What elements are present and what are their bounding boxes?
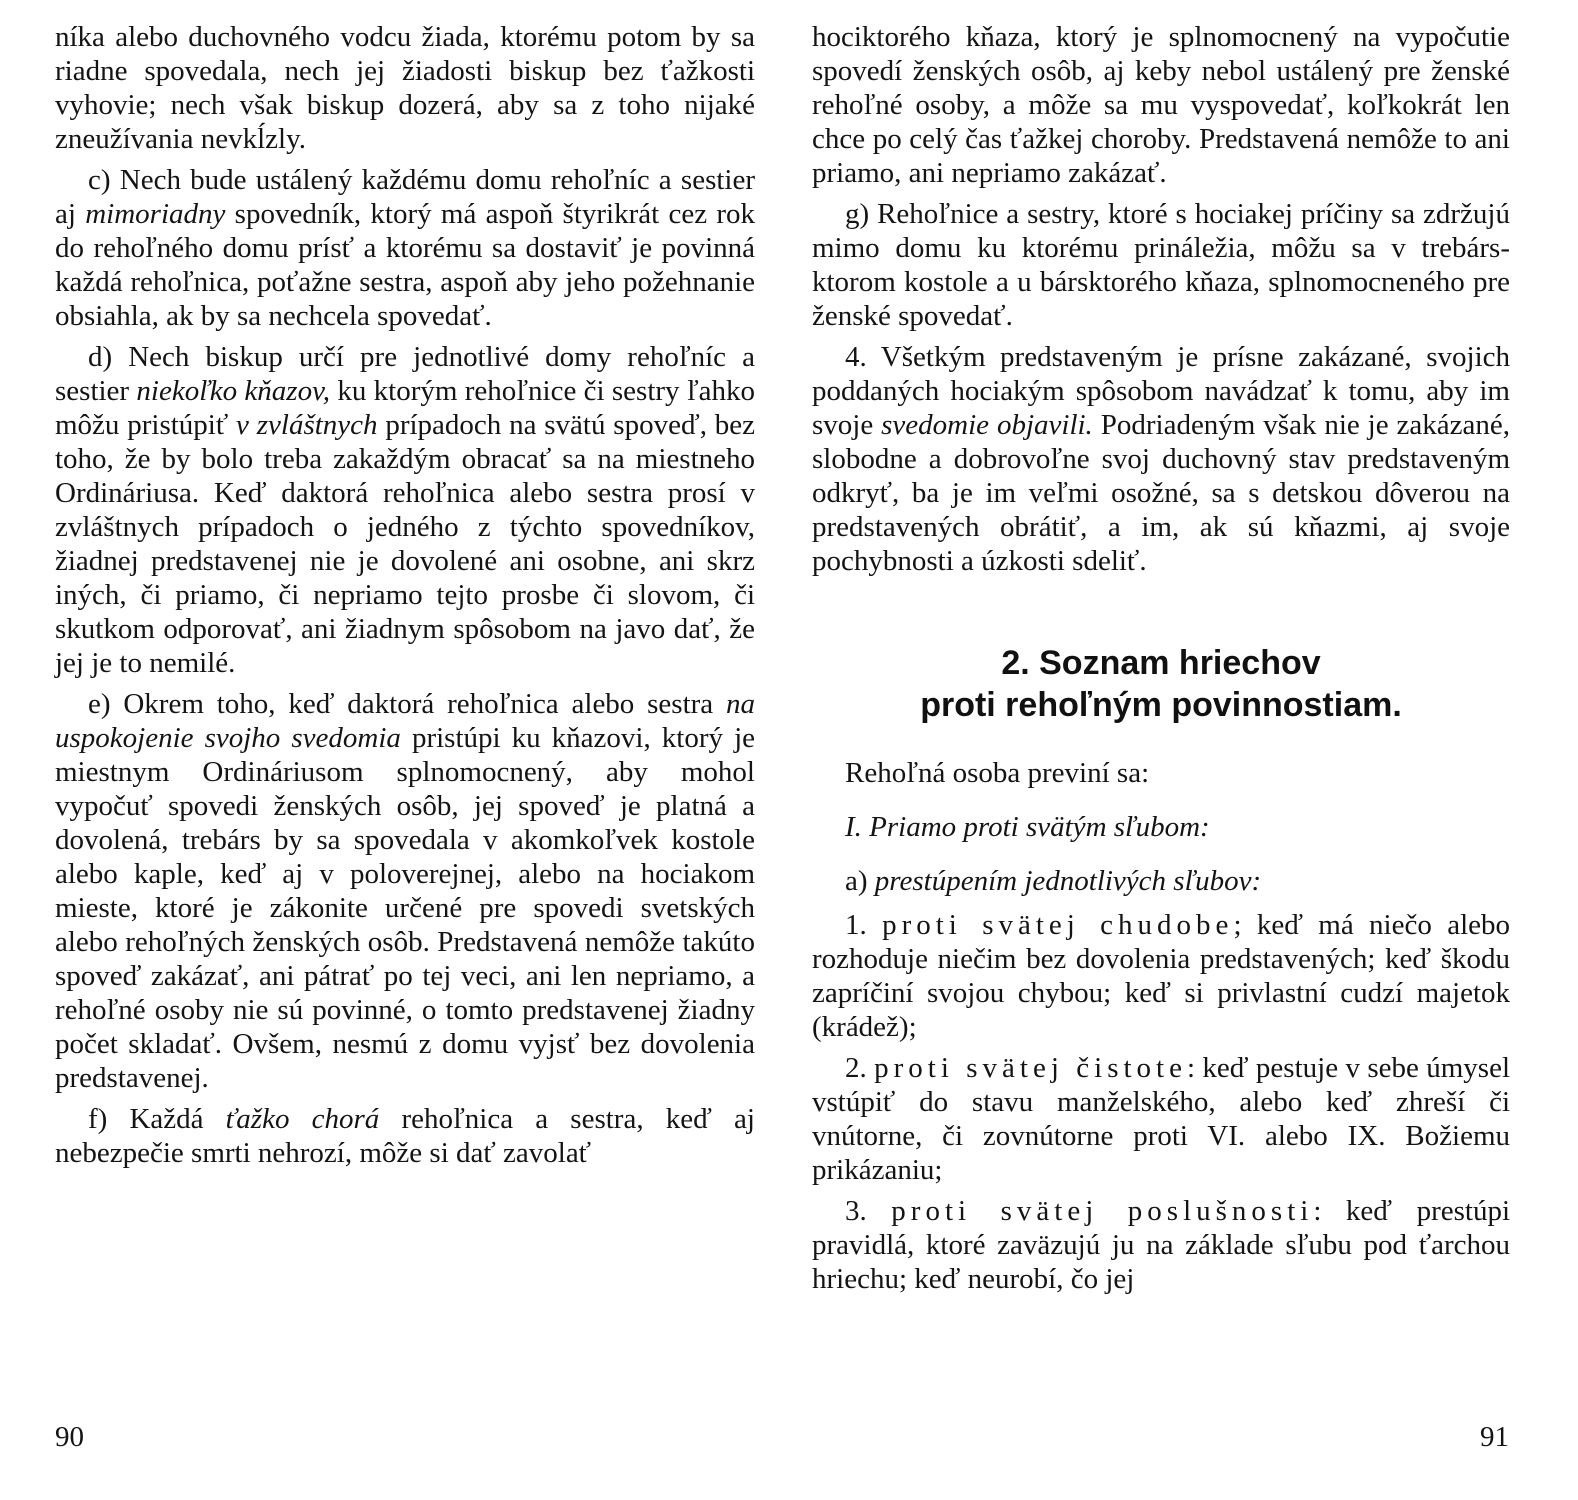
paragraph-g: g) Rehoľnice a sestry, ktoré s hociakej príčiny sa zdržujú mimo domu ku ktorému prináležia, môžu sa v trebársktorom kostole a u bársktorého kňaza, splnomocneného pre ženské spovedať.: [812, 198, 1510, 332]
left-page: [55, 20, 755, 1177]
heading-line-2: proti rehoľným povinnostiam.: [920, 686, 1402, 724]
list-item-1: [812, 908, 1510, 1044]
emphasis: na uspokojenie svojho svedomia: [55, 688, 755, 754]
spaced-heading: proti svätej čistote: [874, 1052, 1187, 1084]
right-page: [812, 20, 1510, 1303]
item-number: 3.: [845, 1195, 892, 1227]
subsection-a: [812, 864, 1510, 898]
page-number-left: 90: [55, 1421, 84, 1453]
text: Podriadeným však nie je zakázané, slobodne a dobrovoľne svoj duchovný stav predstaveným odkryť, ba je im veľmi osožné, sa s detskou dôverou na predstavených obrátiť, a im, ak sú kňazmi, aj svoje pochybnosti a úzkosti sdeliť.: [812, 409, 1511, 577]
text: e) Okrem toho, keď daktorá rehoľnica alebo sestra: [88, 688, 726, 720]
text: rehoľnica a sestra, keď aj nebezpečie smrti nehrozí, môže si dať zavolať: [55, 1103, 755, 1169]
emphasis: v zvláštnych: [236, 409, 378, 441]
list-item-3: [812, 1194, 1510, 1296]
emphasis: ťažko chorá: [225, 1103, 380, 1135]
section-heading: [812, 642, 1510, 726]
paragraph-f: [55, 1102, 755, 1170]
paragraph-d: [55, 340, 755, 680]
text: c) Nech bude ustálený každému domu rehoľníc a sestier aj: [55, 164, 755, 230]
heading-line-1: 2. Soznam hriechov: [1001, 644, 1321, 682]
text: 4. Všetkým predstaveným je prísne zakázané, svojich poddaných hociakým spôsobom navádzať k tomu, aby im svoje: [812, 341, 1510, 441]
page-number-right: 91: [1480, 1421, 1509, 1453]
text: ku ktorým rehoľnice či sestry ľahko môžu pristúpiť: [55, 375, 755, 441]
paragraph-c: [55, 163, 755, 333]
text: pristúpi ku kňazovi, ktorý je miestnym Ordináriusom splnomocnený, aby mohol vypočuť spovedi ženských osôb, jej spoveď je platná a dovolená, trebárs by sa spovedala v akomkoľvek kostole alebo kaple, keď aj v poloverejnej, alebo na hociakom mieste, ktoré je zákonite určené pre spovedi svetských alebo rehoľných ženských osôb. Predstavená nemôže takúto spoveď zakázať, ani pátrať po tej veci, ani len nepriamo, a rehoľné osoby nie sú povinné, o tomto predstavenej žiadny počet skladať. Ovšem, nesmú z domu vyjsť bez dovolenia predstavenej.: [55, 722, 755, 1094]
text: : keď pestuje v sebe úmysel vstúpiť do stavu manželského, alebo keď zhreší či vnútorne, či zovnútorne proti VI. alebo IX. Božiemu prikázaniu;: [812, 1052, 1510, 1186]
text: : keď prestúpi pravidlá, ktoré zaväzujú ju na základe sľubu pod ťarchou hriechu; keď neurobí, čo jej: [812, 1195, 1511, 1295]
paragraph-continuation: níka alebo duchovného vodcu žiada, ktorému potom by sa riadne spovedala, nech jej žiadosti biskup bez ťažkosti vyhovie; nech však biskup dozerá, aby sa z toho nijaké zneužívania nevkĺzly.: [55, 21, 755, 155]
spaced-heading: proti svätej poslušnosti: [891, 1195, 1314, 1227]
text: d) Nech biskup určí pre jednotlivé domy rehoľníc a sestier: [55, 341, 755, 407]
emphasis: svedomie objavili.: [881, 409, 1093, 441]
text: a): [845, 865, 875, 897]
item-number: 2.: [845, 1052, 875, 1084]
emphasis: niekoľko kňazov,: [136, 375, 331, 407]
text: spovedník, ktorý má aspoň štyrikrát cez rok do rehoľného domu prísť a ktorému sa dostaviť je povinná každá rehoľnica, poťažne sestra, aspoň aby jeho požehnanie obsiahla, ak by sa nechcela spovedať.: [55, 198, 755, 332]
text: ; keď má niečo alebo rozhoduje niečim bez dovolenia predstavených; keď škodu zapríčiní svojou chybou; keď si privlastní cudzí majetok (krádež);: [812, 909, 1510, 1043]
intro-line: Rehoľná osoba previní sa:: [845, 757, 1150, 789]
paragraph-4: [812, 340, 1510, 578]
text: f) Každá: [88, 1103, 226, 1135]
list-item-2: [812, 1051, 1510, 1187]
item-number: 1.: [845, 909, 883, 941]
paragraph-continuation: hociktorého kňaza, ktorý je splnomocnený na vypočutie spovedí ženských osôb, aj keby nebol ustálený pre ženské rehoľné osoby, a môže sa mu vyspovedať, koľkokrát len chce po celý čas ťažkej choroby. Predstavená nemôže to ani priamo, ani nepriamo zakázať.: [812, 21, 1510, 189]
text: prípadoch na svätú spoveď, bez toho, že by bolo treba zakaždým obracať sa na miestneho Ordináriusa. Keď daktorá rehoľnica alebo sestra prosí v zvláštnych prípadoch o jedného z týchto spovedníkov, žiadnej predstavenej nie je dovolené ani osobne, ani skrz iných, či priamo, či nepriamo tejto prosbe či slovom, či skutkom odporovať, ani žiadnym spôsobom na javo dať, že jej je to nemilé.: [55, 409, 755, 679]
emphasis: mimoriadny: [85, 198, 226, 230]
subsection-I: [812, 810, 1510, 844]
emphasis: prestúpením jednotlivých sľubov:: [874, 865, 1262, 897]
emphasis: I. Priamo proti svätým sľubom:: [845, 811, 1210, 843]
paragraph-e: [55, 687, 755, 1095]
spaced-heading: proti svätej chudobe: [882, 909, 1234, 941]
